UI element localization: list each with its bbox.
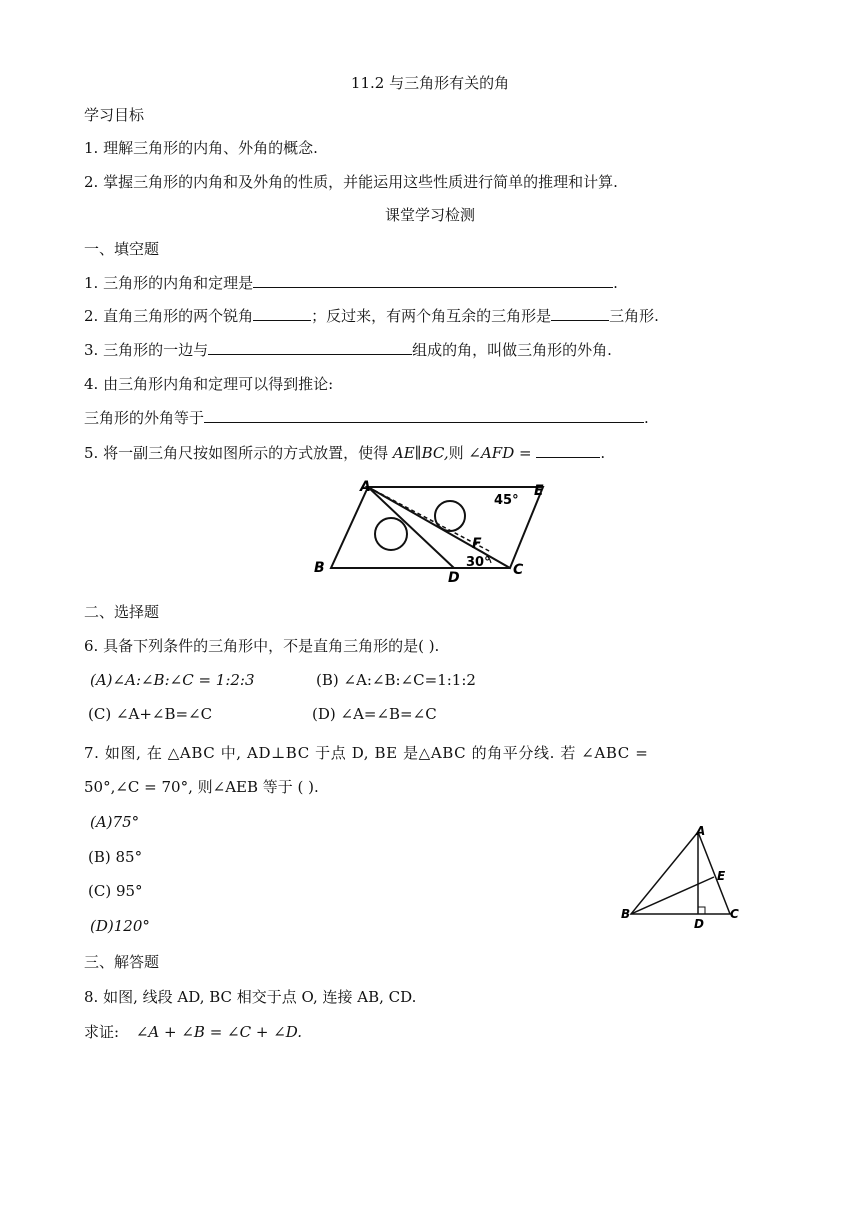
- question-5-text-c: 则: [448, 444, 464, 462]
- circle-hole: [375, 518, 407, 550]
- question-4-line: 三角形的外角等于 .: [84, 409, 649, 427]
- part2-heading: 二、选择题: [84, 603, 160, 621]
- option-c[interactable]: (C) 95°: [88, 882, 143, 900]
- label-c: C: [730, 907, 739, 921]
- option-d[interactable]: (D) ∠A=∠B=∠C: [312, 705, 437, 723]
- answer-blank[interactable]: [253, 306, 311, 321]
- question-5-text-a: 5. 将一副三角尺按如图所示的方式放置，使得: [84, 444, 389, 462]
- question-5-condition: AE∥BC,: [392, 444, 449, 462]
- question-5: 5. 将一副三角尺按如图所示的方式放置，使得 AE∥BC,则 ∠AFD = .: [84, 444, 606, 462]
- objective-item: 1. 理解三角形的内角、外角的概念.: [84, 139, 318, 157]
- question-3: [84, 339, 612, 360]
- label-e: E: [534, 483, 544, 499]
- answer-blank[interactable]: [551, 306, 609, 321]
- answer-blank[interactable]: [536, 443, 600, 458]
- question-2-text-c: 三角形.: [609, 307, 659, 325]
- label-a: A: [360, 479, 371, 495]
- option-c[interactable]: (C) ∠A+∠B=∠C: [88, 705, 213, 723]
- option-a[interactable]: (A)∠A:∠B:∠C = 1:2:3: [90, 671, 255, 689]
- question-2-text-b: ；反过来，有两个角互余的三角形是: [311, 307, 552, 325]
- question-7-line2: 50°,∠C = 70°, 则∠AEB 等于 ( ).: [84, 778, 319, 796]
- label-b: B: [621, 907, 631, 921]
- answer-blank[interactable]: [204, 408, 644, 423]
- part1-heading: 一、填空题: [84, 240, 160, 258]
- question-1: 1. 三角形的内角和定理是 .: [84, 274, 618, 292]
- triangle-30: [331, 487, 454, 568]
- question-3-text-b: 组成的角，叫做三角形的外角.: [412, 341, 612, 359]
- question-2: [84, 305, 659, 326]
- option-b[interactable]: (B) ∠A:∠B:∠C=1:1:2: [316, 671, 476, 689]
- question-4: 4. 由三角形内角和定理可以得到推论:: [84, 375, 334, 393]
- figure-triangle-abc: [616, 820, 756, 935]
- objective-item: 2. 掌握三角形的内角和及外角的性质，并能运用这些性质进行简单的推理和计算.: [84, 173, 618, 191]
- label-d: D: [694, 917, 704, 931]
- question-4-text: 三角形的外角等于: [84, 409, 205, 427]
- question-8-proof: [84, 1021, 302, 1042]
- answer-blank[interactable]: [253, 273, 613, 288]
- question-1-text: 1. 三角形的内角和定理是: [84, 274, 254, 292]
- question-7-line1: 7. 如图, 在 △ABC 中, AD⊥BC 于点 D, BE 是△ABC 的角平分线. 若 ∠ABC =: [84, 744, 649, 762]
- label-c: C: [513, 562, 524, 578]
- label-30: 30°: [466, 555, 491, 570]
- option-d[interactable]: (D)120°: [90, 917, 150, 935]
- label-45: 45°: [494, 493, 519, 508]
- question-6: 6. 具备下列条件的三角形中，不是直角三角形的是( ).: [84, 637, 440, 655]
- question-2-text-a: 2. 直角三角形的两个锐角: [84, 307, 254, 325]
- page-title: 11.2 与三角形有关的角: [350, 74, 510, 92]
- label-d: D: [448, 570, 460, 586]
- question-8: 8. 如图, 线段 AD, BC 相交于点 O, 连接 AB, CD.: [84, 988, 417, 1006]
- question-5-angle: ∠AFD =: [468, 444, 532, 462]
- figure-set-squares: [308, 476, 548, 586]
- section-title: 课堂学习检测: [384, 206, 475, 224]
- right-angle-mark: [698, 907, 705, 914]
- triangle-abc: [631, 832, 730, 914]
- label-a: A: [696, 824, 706, 838]
- objectives-heading: 学习目标: [84, 106, 145, 124]
- option-a[interactable]: (A)75°: [90, 813, 140, 831]
- label-f: F: [472, 536, 482, 552]
- proof-label: 求证:: [84, 1023, 120, 1041]
- answer-blank[interactable]: [208, 340, 412, 355]
- bisector-be: [631, 877, 714, 914]
- question-3-text-a: 3. 三角形的一边与: [84, 341, 209, 359]
- label-e: E: [717, 869, 726, 883]
- option-b[interactable]: (B) 85°: [88, 848, 143, 866]
- part3-heading: 三、解答题: [84, 953, 160, 971]
- circle-hole: [435, 501, 465, 531]
- label-b: B: [314, 560, 325, 576]
- proof-statement: ∠A + ∠B = ∠C + ∠D.: [135, 1023, 303, 1041]
